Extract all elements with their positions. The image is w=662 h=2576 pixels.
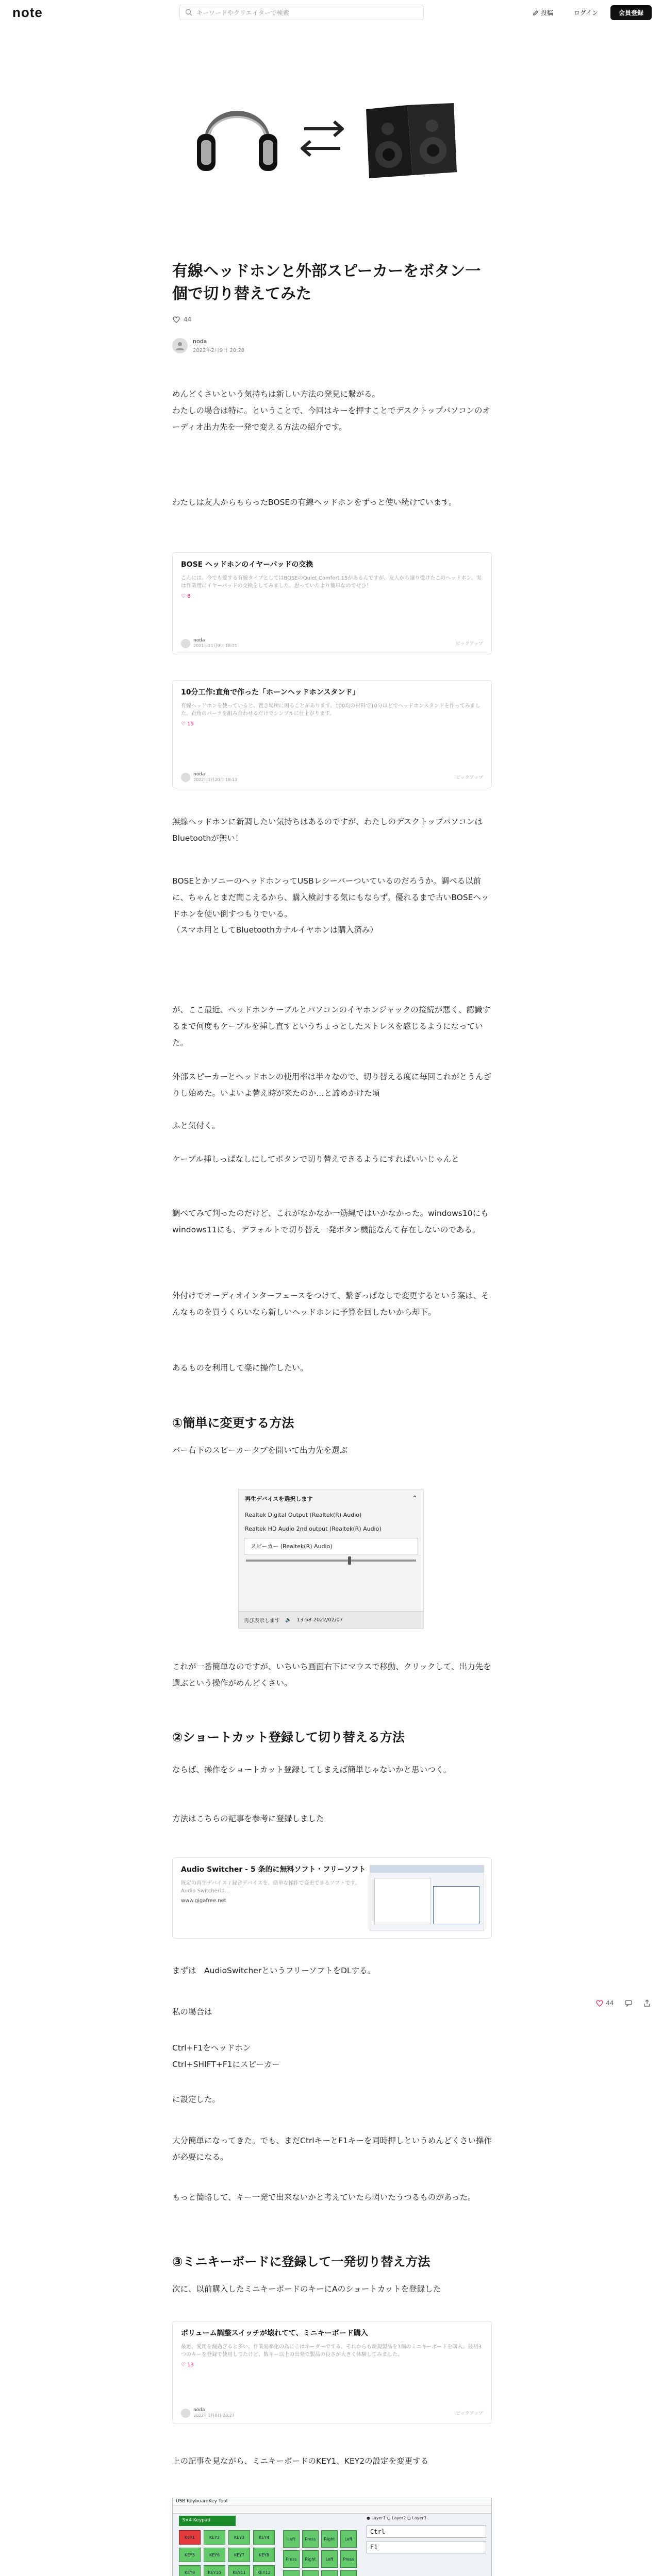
knob-key[interactable] bbox=[321, 2570, 338, 2576]
keypad-key[interactable]: KEY3 bbox=[228, 2530, 250, 2545]
embed-like-count: 15 bbox=[187, 721, 194, 727]
post-button[interactable] bbox=[524, 5, 561, 20]
floating-actions bbox=[595, 1999, 651, 2007]
keypad-key[interactable]: KEY12 bbox=[253, 2565, 275, 2576]
chevron-up-icon: ⌃ bbox=[412, 1495, 417, 1501]
search-icon bbox=[185, 9, 192, 16]
wireless-paragraph: 無線ヘッドホンに新調したい気持ちはあるのですが、わたしのデスクトップパソコンはBluetoothが無い！ bbox=[172, 817, 483, 843]
realization-line: ふと気付く。 bbox=[172, 1121, 220, 1130]
keypad-grid bbox=[179, 2530, 277, 2576]
avatar bbox=[181, 639, 190, 648]
key-field[interactable]: F1 bbox=[367, 2541, 486, 2553]
keypad-key[interactable]: KEY6 bbox=[204, 2548, 225, 2562]
knob-key[interactable]: Right bbox=[302, 2550, 319, 2568]
keypad-key[interactable]: KEY5 bbox=[179, 2548, 201, 2562]
heading-method-3: ③ミニキーボードに登録して一発切り替え方法 bbox=[172, 2255, 431, 2269]
device-option-3[interactable]: スピーカー (Realtek(R) Audio) bbox=[244, 1538, 418, 1554]
tool-menu-bar bbox=[173, 2505, 491, 2514]
embed-desc: 最近、愛用を漏過ぎると多い、作業効率化の為にこはネーダーでする。それからも新規製品を1個のミニキーボードを購入。最初3つのキーを登録で使用してたけど、数キー以上の出発で製品の良さが大きく体験してみました。 bbox=[181, 2344, 482, 2358]
knob-key[interactable]: Press bbox=[283, 2550, 300, 2568]
shortcut-idea: ならば、操作をショートカット登録してしまえば簡単じゃないかと思いつく。 bbox=[172, 1765, 452, 1774]
keypad-key[interactable]: KEY8 bbox=[253, 2548, 275, 2562]
embed-author-name: noda bbox=[193, 638, 205, 643]
switching-fatigue-paragraph: 外部スピーカーとヘッドホンの使用率は半々なので、切り替える度に毎回これがとうんざりし始めた。いよいよ替え時が来たのか…と諦めかけた頃 bbox=[172, 1072, 491, 1098]
keypad-key[interactable]: KEY1 bbox=[179, 2530, 201, 2545]
download-line: まずは AudioSwitcherというフリーソフトをDLする。 bbox=[172, 1966, 376, 1975]
knob-key[interactable]: Press bbox=[302, 2530, 319, 2548]
embed-like-count: 13 bbox=[187, 2362, 194, 2368]
audio-device-screenshot bbox=[238, 1489, 424, 1629]
switch-arrows-icon bbox=[302, 122, 342, 156]
knob-key[interactable] bbox=[302, 2570, 319, 2576]
keypad-key[interactable]: KEY4 bbox=[253, 2530, 275, 2545]
embed-likes: ♡ 15 bbox=[181, 721, 194, 727]
device-panel-title-text: 再生デバイスを選択します bbox=[245, 1496, 313, 1502]
receiver-line: BOSEとかソニーのヘッドホンってUSBレシーバーついているのだろうか。調べる以前に、ちゃんとまだ聞こえるから、購入検討する気にもならず。優れるまで古いBOSEヘッドホンを使い倒すつもりでいる。 bbox=[172, 876, 489, 919]
knob-key[interactable]: Left bbox=[283, 2530, 300, 2548]
volume-slider[interactable] bbox=[246, 1560, 416, 1562]
embed-author bbox=[181, 772, 237, 783]
taskbar bbox=[239, 1611, 423, 1629]
embed-date: 2022年1月20日 18:13 bbox=[193, 777, 238, 782]
device-option-1[interactable]: Realtek Digital Output (Realtek(R) Audio) bbox=[245, 1512, 362, 1518]
embed-author-name: noda bbox=[193, 2408, 205, 2413]
embed-likes: ♡ 8 bbox=[181, 593, 191, 599]
time-display bbox=[296, 1617, 343, 1623]
embed-title: BOSE ヘッドホンのイヤーパッドの交換 bbox=[181, 561, 313, 569]
note-logo[interactable]: note bbox=[12, 4, 43, 20]
embed-desc: 有線ヘッドホンを使っていると、置き場所に困ることがあります。100均の材料で10分ほどでヘッドホンスタンドを作ってみました。直角のパーツを組み合わせるだけでシンプルに仕上がります。 bbox=[181, 703, 481, 717]
heart-icon[interactable] bbox=[172, 315, 180, 324]
shortcut-speaker: Ctrl+SHIFT+F1にスピーカー bbox=[172, 2059, 280, 2069]
heart-icon bbox=[595, 1999, 604, 2007]
signup-button[interactable]: 会員登録 bbox=[610, 5, 652, 20]
interface-paragraph: 外付けでオーディオインターフェースをつけて、繋ぎっぱなしで変更するという案は、そんなものを買うくらいなら新しいヘッドホンに予算を回したいから却下。 bbox=[172, 1291, 489, 1317]
cable-problem-paragraph: が、ここ最近、ヘッドホンケーブルとパソコンのイヤホンジャックの接続が悪く、認識するまで何度もケーブルを挿し直すというちょっとしたストレスを感じるようになっていた。 bbox=[172, 1005, 490, 1047]
intro-line-2: わたしの場合は特に。ということで、今回はキーを押すことでデスクトップパソコンのオーディオ出力先を一発で変える方法の紹介です。 bbox=[172, 405, 491, 432]
knob-key[interactable] bbox=[283, 2570, 300, 2576]
site-embed-desc: 既定の再生デバイス / 録音デバイスを、簡単な操作で変更できるソフトです。Audio Switcherは… bbox=[181, 1880, 360, 1894]
tool-window-title: USB KeyboardKey Tool bbox=[173, 2498, 491, 2505]
embed-date: 2021年11月9日 18:21 bbox=[193, 643, 238, 648]
device-panel-title bbox=[239, 1489, 423, 1508]
embed-author bbox=[181, 638, 237, 649]
knob-key[interactable]: Right bbox=[321, 2530, 338, 2548]
key-config-panel bbox=[367, 2516, 486, 2576]
header-actions bbox=[524, 5, 652, 20]
embed-likes: ♡ 13 bbox=[181, 2362, 194, 2368]
share-icon[interactable] bbox=[643, 1999, 651, 2007]
taskbar-text: 再び表示します bbox=[244, 1618, 280, 1624]
site-embed-url: www.gigafree.net bbox=[181, 1897, 226, 1904]
usb-receiver-paragraph bbox=[172, 873, 492, 939]
like-count[interactable]: 44 bbox=[184, 316, 192, 323]
comment-icon[interactable] bbox=[625, 1999, 632, 2007]
user-icon bbox=[175, 341, 185, 351]
volume-knob[interactable] bbox=[348, 1556, 351, 1565]
knob-grid bbox=[283, 2530, 360, 2576]
search-box[interactable] bbox=[179, 5, 424, 20]
embed-badge: ピックアップ bbox=[455, 641, 483, 647]
embed-card-bose[interactable] bbox=[172, 552, 492, 654]
keypad-key[interactable]: KEY11 bbox=[228, 2565, 250, 2576]
embed-card-minikeyboard[interactable] bbox=[172, 2321, 492, 2424]
knob-key[interactable]: Left bbox=[340, 2530, 357, 2548]
keypad-label: 3×4 Keypad bbox=[179, 2516, 236, 2526]
embed-desc: こんには。今でも愛する有線タイプとしてはBOSEのQuiet Comfort 15があるんですが、友人から譲り受けたこのヘッドホン。実は作業用にイヤーパッドの交換をしてみました。思っていたより簡単なのでぜひ！ bbox=[181, 575, 482, 589]
shortcut-headphone: Ctrl+F1をヘッドホン bbox=[172, 2043, 251, 2053]
avatar bbox=[181, 773, 190, 782]
heading-method-2: ②ショートカット登録して切り替える方法 bbox=[172, 1730, 405, 1744]
embed-badge: ピックアップ bbox=[455, 775, 483, 781]
avatar bbox=[181, 2409, 190, 2418]
site-embed-thumbnail bbox=[370, 1865, 484, 1931]
shortcut-list bbox=[172, 2040, 492, 2073]
floating-like-count: 44 bbox=[606, 1999, 614, 2007]
post-label: 投稿 bbox=[540, 9, 553, 16]
knob-key[interactable]: Press bbox=[340, 2550, 357, 2568]
keypad-key[interactable]: KEY7 bbox=[228, 2548, 250, 2562]
method-1-drawback: これが一番簡単なのですが、いちいち画面右下にマウスで移動、クリックして、出力先を選ぶという操作がめんどくさい。 bbox=[172, 1662, 491, 1688]
layer-radios[interactable]: ● Layer1 ○ Layer2 ○ Layer3 bbox=[367, 2516, 426, 2520]
keyboard-tool-screenshot bbox=[172, 2498, 492, 2576]
embed-author-name: noda bbox=[193, 772, 205, 777]
knob-key[interactable] bbox=[340, 2570, 357, 2576]
embed-title: ボリューム調整スイッチが壊れてて、ミニキーボード購入 bbox=[181, 2329, 368, 2337]
embed-title: 10分工作:直角で作った「ホーンヘッドホンスタンド」 bbox=[181, 688, 360, 697]
site-header bbox=[0, 0, 662, 25]
taskbar-date: 2022/02/07 bbox=[313, 1617, 343, 1623]
windows-paragraph: 調べてみて判ったのだけど、これがなかなか一筋縄ではいかなかった。windows10にもwindows11にも、デフォルトで切り替え一発ボタン機能なんて存在しないのである。 bbox=[172, 1209, 489, 1234]
simplify-paragraph: もっと簡略して、キー一発で出来ないかと考えていたら閃いたうつるものがあった。 bbox=[172, 2193, 476, 2202]
knob-key[interactable]: Left bbox=[321, 2550, 338, 2568]
keypad-key[interactable]: KEY2 bbox=[204, 2530, 225, 2545]
embed-card-stand[interactable] bbox=[172, 680, 492, 788]
embed-card-audioswitcher[interactable] bbox=[172, 1857, 492, 1939]
speaker-icon[interactable]: 🔈 bbox=[285, 1617, 292, 1623]
goal-line: あるものを利用して楽に操作したい。 bbox=[172, 1363, 308, 1372]
my-case-line: 私の場合は bbox=[172, 2007, 212, 2016]
author-block bbox=[172, 338, 492, 353]
still-tedious-paragraph: 大分簡単になってきた。でも、まだCtrlキーとF1キーを同時押しというめんどくさい操作が必要になる。 bbox=[172, 2136, 492, 2162]
author-meta bbox=[193, 338, 244, 353]
top-like-area bbox=[172, 315, 492, 324]
keypad-key[interactable]: KEY10 bbox=[204, 2565, 225, 2576]
author-name[interactable]: noda bbox=[193, 338, 207, 345]
avatar[interactable] bbox=[172, 338, 188, 353]
headphones-icon bbox=[197, 113, 277, 171]
key-setup-line: 上の記事を見ながら、ミニキーボードのKEY1、KEY2の設定を変更する bbox=[172, 2456, 429, 2466]
bose-paragraph: わたしは友人からもらったBOSEの有線ヘッドホンをずっと使い続けています。 bbox=[172, 498, 457, 507]
taskbar-time: 13:58 bbox=[296, 1617, 312, 1623]
site-embed-title: Audio Switcher - 5 条的に無料ソフト・フリーソフト bbox=[181, 1866, 366, 1874]
publish-date: 2022年2月9日 20:28 bbox=[193, 348, 245, 353]
device-option-2[interactable]: Realtek HD Audio 2nd output (Realtek(R) Audio) bbox=[245, 1526, 382, 1532]
set-line: に設定した。 bbox=[172, 2095, 221, 2104]
login-button[interactable]: ログイン bbox=[573, 9, 598, 16]
embed-like-count: 8 bbox=[187, 593, 191, 599]
search-placeholder: キーワードやクリエイターで検索 bbox=[196, 9, 289, 16]
heading-method-1: ①簡単に変更する方法 bbox=[172, 1416, 294, 1430]
intro-paragraph bbox=[172, 386, 492, 435]
method-1-desc: バー右下のスピーカータブを開いて出力先を選ぶ bbox=[172, 1446, 348, 1455]
reference-line: 方法はこちらの記事を参考に登録しました bbox=[172, 1814, 324, 1823]
eyecatch-image bbox=[186, 82, 476, 185]
embed-date: 2022年1月8日 20:27 bbox=[193, 2413, 235, 2418]
modifier-field[interactable]: Ctrl bbox=[367, 2526, 486, 2538]
embed-badge: ピックアップ bbox=[455, 2411, 483, 2416]
embed-author bbox=[181, 2408, 235, 2418]
article-title: 有線ヘッドホンと外部スピーカーをボタン一個で切り替えてみた bbox=[172, 262, 481, 303]
idea-paragraph: ケーブル挿しっぱなしにしてボタンで切り替えできるようにすればいいじゃんと bbox=[172, 1155, 459, 1164]
smartphone-note: （スマホ用としてBluetoothカナルイヤホンは購入済み） bbox=[172, 925, 378, 935]
intro-line-1: めんどくさいという気持ちは新しい方法の発見に繋がる。 bbox=[172, 389, 380, 399]
method-3-desc: 次に、以前購入したミニキーボードのキーにAのショートカットを登録した bbox=[172, 2284, 441, 2294]
pencil-icon bbox=[533, 10, 539, 16]
floating-like[interactable] bbox=[595, 1999, 614, 2007]
speakers-icon bbox=[366, 103, 457, 178]
keypad-key[interactable]: KEY9 bbox=[179, 2565, 201, 2576]
